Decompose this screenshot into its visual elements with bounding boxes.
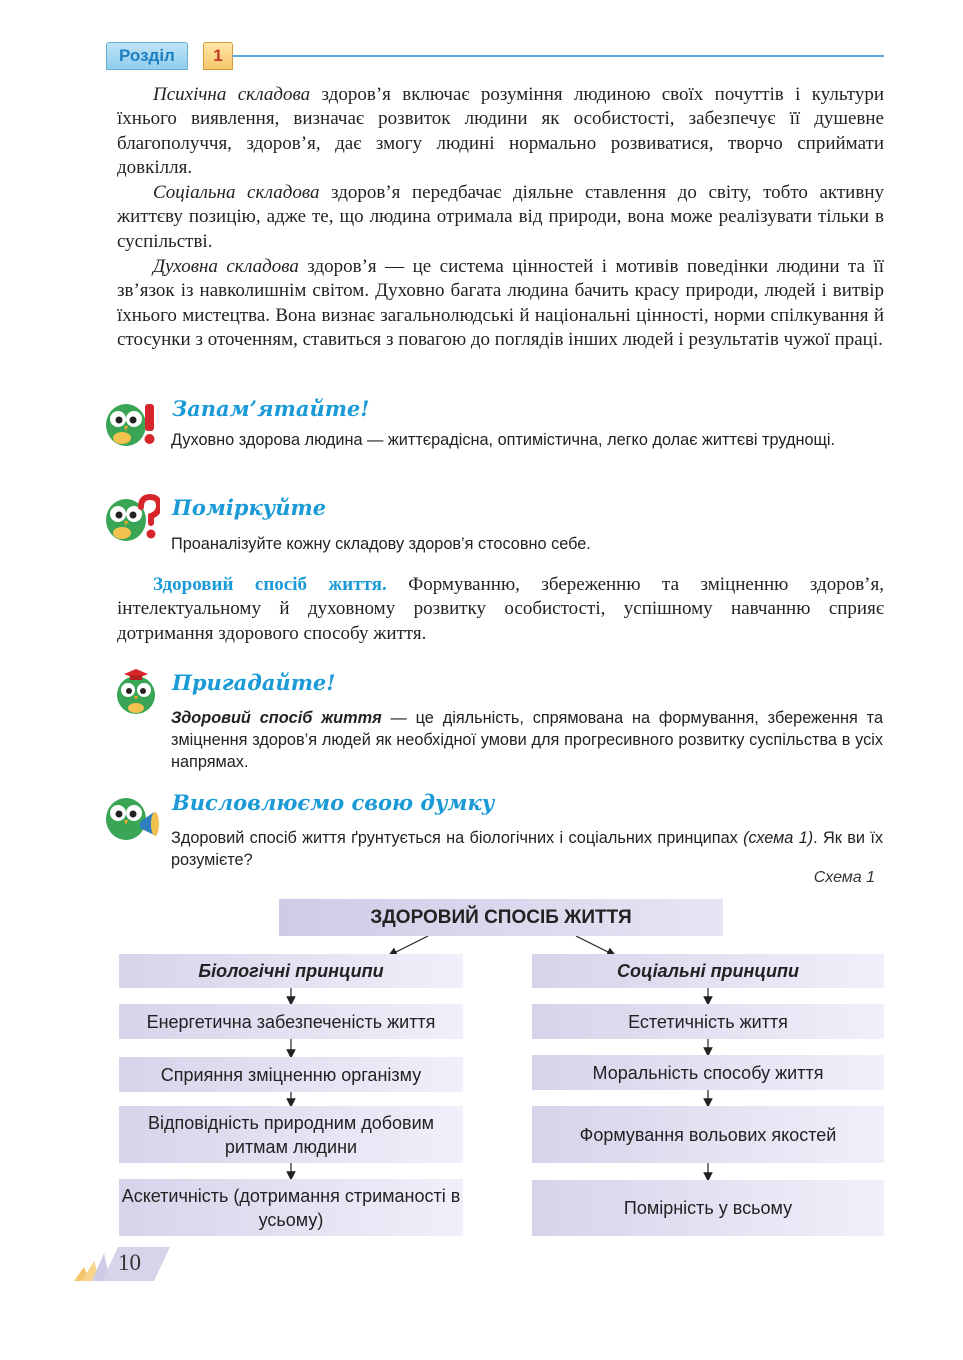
energy-box: Енергетична забезпеченість життя <box>119 1004 463 1039</box>
paragraph-psychic: Психічна складова здоров’я включає розуміння людиною своїх почуттів і культури їхнього виявлення, визначає розвиток людини як особистості, забезпечує її душевне благополуччя, здоров’я, дає змогу людині нормально розвиватися, творчо сприймати довкілля. <box>117 84 885 179</box>
moderation-box: Помірність у всьому <box>532 1180 884 1236</box>
header-rule <box>232 55 884 57</box>
schema-label: Схема 1 <box>813 869 875 886</box>
rhythms-box: Відповідність природним добовим ритмам людини <box>119 1106 463 1163</box>
paragraph-lifestyle: Здоровий спосіб життя. Формуванню, збереженню та зміцненню здоров’я, інтелектуальному й духовному розвитку особистості, успішному навчанню сприяє дотримання здорового способу життя. <box>117 574 884 644</box>
morality-box: Моральність способу життя <box>532 1055 884 1090</box>
asceticism-box: Аскетичність (дотримання стриманості в усьому) <box>119 1179 463 1236</box>
think-title: Поміркуйте <box>172 495 327 520</box>
aesthetics-box: Естетичність життя <box>532 1004 884 1039</box>
strengthening-box: Сприяння зміцненню організму <box>119 1057 463 1092</box>
owl-exclamation-icon <box>104 398 160 448</box>
page-number: 10 <box>118 1250 141 1275</box>
section-number: 1 <box>203 42 233 70</box>
willpower-box: Формування вольових якостей <box>532 1106 884 1163</box>
schema-title-box: ЗДОРОВИЙ СПОСІБ ЖИТТЯ <box>279 899 723 936</box>
paragraph-social: Соціальна складова здоров’я передбачає діяльне ставлення до світу, тобто активну життєву позицію, адже те, що людина отримала від природи, вона може реалізувати тільки в суспільстві. <box>117 182 884 252</box>
opinion-text: Здоровий спосіб життя ґрунтується на біологічних і соціальних принципах (схема 1). Як ви їх розумієте? <box>171 829 883 869</box>
opinion-title: Висловлюємо свою думку <box>172 790 495 815</box>
remember-text: Духовно здорова людина — життєрадісна, оптимістична, легко долає життєві труднощі. <box>171 431 836 449</box>
owl-megaphone-icon <box>104 792 160 842</box>
owl-question-icon <box>104 493 160 543</box>
social-principles-box: Соціальні принципи <box>532 954 884 988</box>
recall-text: Здоровий спосіб життя — це діяльність, спрямована на формування, збереження та зміцнення здоров’я людей як необхідної умови для прогресивного розвитку суспільства в усіх напрямах. <box>171 709 883 771</box>
remember-title: Запам’ятайте! <box>172 396 370 421</box>
biological-principles-box: Біологічні принципи <box>119 954 463 988</box>
paragraph-spiritual: Духовна складова здоров’я — це система цінностей і мотивів поведінки людини та її зв’язок із навколишнім світом. Духовно багата людина бачить красу природи, людей і витвір їхнього мистецтва. Вона визнає загальнолюдські й національні цінності, норми спілкування й стосунки з оточенням, ставиться з повагою до поглядів інших людей і результатів чужої праці. <box>117 256 884 351</box>
think-text: Проаналізуйте кожну складову здоров’я стосовно себе. <box>171 535 591 553</box>
recall-title: Пригадайте! <box>172 670 336 695</box>
owl-graduate-icon <box>114 665 158 715</box>
section-tab: Розділ <box>106 42 188 70</box>
